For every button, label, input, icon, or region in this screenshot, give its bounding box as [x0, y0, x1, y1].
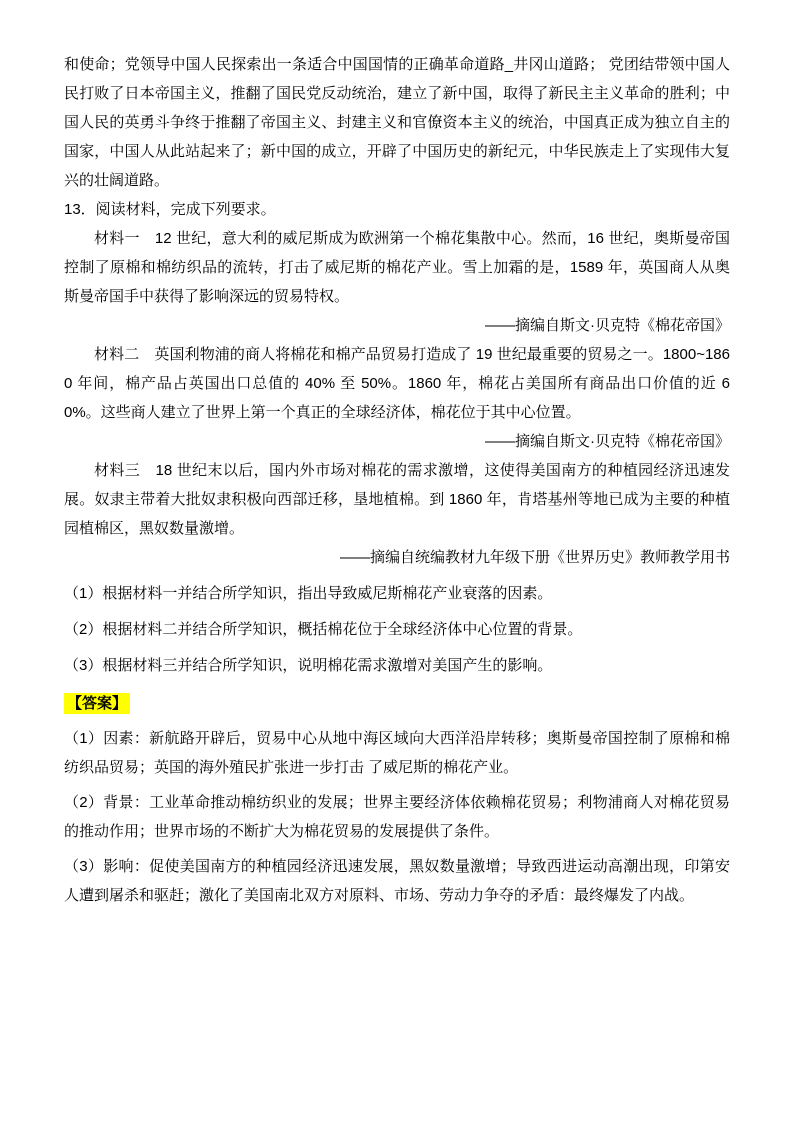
answer-label: 【答案】	[64, 693, 130, 714]
material-3-paragraph: 材料三 18 世纪末以后，国内外市场对棉花的需求激增，这使得美国南方的种植园经济迅速发展。奴隶主带着大批奴隶积极向西部迁移，垦地植棉。到 1860 年，肯塔基州等地已成为主要的种植园植棉区，黑奴数量激增。	[64, 462, 730, 537]
answer-heading	[64, 689, 730, 718]
sub-question-2: （2）根据材料二并结合所学知识，概括棉花位于全球经济体中心位置的背景。	[64, 621, 583, 638]
material-1-paragraph: 材料一 12 世纪，意大利的威尼斯成为欧洲第一个棉花集散中心。然而，16 世纪，奥斯曼帝国控制了原棉和棉纺织品的流转，打击了威尼斯的棉花产业。雪上加霜的是，1589 年，英国商人从奥斯曼帝国手中获得了影响深远的贸易特权。	[64, 230, 730, 305]
answer-3-paragraph: （3）影响：促使美国南方的种植园经济迅速发展，黑奴数量激增；导致西进运动高潮出现，印第安人遭到屠杀和驱赶；激化了美国南北双方对原料、市场、劳动力争夺的矛盾：最终爆发了内战。	[64, 858, 730, 904]
sub-question-3: （3）根据材料三并结合所学知识，说明棉花需求激增对美国产生的影响。	[64, 657, 553, 674]
material-1-source: ——摘编自斯文·贝克特《棉花帝国》	[485, 317, 730, 334]
question-13-heading: 13．阅读材料，完成下列要求。	[64, 201, 276, 218]
material-2-source: ——摘编自斯文·贝克特《棉花帝国》	[485, 433, 730, 450]
material-2-paragraph: 材料二 英国利物浦的商人将棉花和棉产品贸易打造成了 19 世纪最重要的贸易之一。1800~1860 年间，棉产品占英国出口总值的 40% 至 50%。1860 年，棉花占美国所有商品出口价值的近 60%。这些商人建立了世界上第一个真正的全球经济体，棉花位于其中心位置。	[64, 346, 730, 421]
answer-1-paragraph: （1）因素：新航路开辟后，贸易中心从地中海区域向大西洋沿岸转移；奥斯曼帝国控制了原棉和棉纺织品贸易；英国的海外殖民扩张进一步打击 了威尼斯的棉花产业。	[64, 730, 730, 776]
answer-2-paragraph: （2）背景：工业革命推动棉纺织业的发展；世界主要经济体依赖棉花贸易；利物浦商人对棉花贸易的推动作用；世界市场的不断扩大为棉花贸易的发展提供了条件。	[64, 794, 730, 840]
body-paragraph-continuation: 和使命；党领导中国人民探索出一条适合中国国情的正确革命道路_井冈山道路； 党团结带领中国人民打败了日本帝国主义，推翻了国民党反动统治，建立了新中国，取得了新民主主义革命的胜利；中国人民的英勇斗争终于推翻了帝国主义、封建主义和官僚资本主义的统治，中国真正成为独立自主的国家，中国人从此站起来了；新中国的成立，开辟了中国历史的新纪元，中华民族走上了实现伟大复兴的壮阔道路。	[64, 56, 730, 189]
sub-question-1: （1）根据材料一并结合所学知识，指出导致威尼斯棉花产业衰落的因素。	[64, 585, 553, 602]
material-3-source: ——摘编自统编教材九年级下册《世界历史》教师教学用书	[339, 549, 730, 566]
